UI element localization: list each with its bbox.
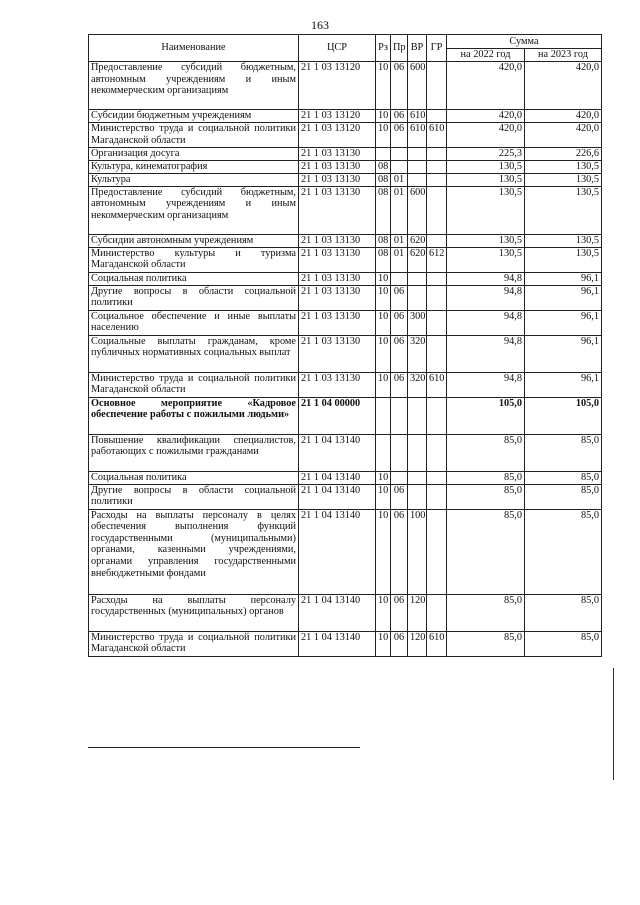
cell-rz: 08	[376, 247, 391, 272]
cell-rz: 10	[376, 335, 391, 372]
cell-gr: 610	[427, 372, 447, 397]
cell-name: Культура, кинематография	[89, 161, 299, 174]
header-name: Наименование	[89, 35, 299, 62]
cell-pr	[391, 471, 408, 484]
cell-sum-2023: 96,1	[525, 272, 602, 285]
cell-rz: 08	[376, 161, 391, 174]
cell-rz: 10	[376, 123, 391, 148]
cell-pr	[391, 272, 408, 285]
cell-name: Расходы на выплаты персоналу государственных (муниципальных) органов	[89, 594, 299, 631]
cell-pr	[391, 397, 408, 434]
cell-csr: 21 1 04 13140	[299, 631, 376, 656]
cell-sum-2023: 420,0	[525, 123, 602, 148]
cell-csr: 21 1 03 13130	[299, 372, 376, 397]
cell-rz: 10	[376, 310, 391, 335]
cell-sum-2022: 420,0	[447, 62, 525, 110]
cell-pr	[391, 161, 408, 174]
cell-gr	[427, 484, 447, 509]
footnote-divider	[88, 747, 360, 748]
table-row	[89, 434, 602, 471]
table-row	[89, 335, 602, 372]
cell-rz: 10	[376, 272, 391, 285]
cell-sum-2022: 85,0	[447, 594, 525, 631]
cell-csr: 21 1 03 13130	[299, 234, 376, 247]
cell-vr	[408, 434, 427, 471]
cell-gr	[427, 186, 447, 234]
cell-rz: 10	[376, 509, 391, 594]
cell-sum-2023: 130,5	[525, 247, 602, 272]
table-row	[89, 509, 602, 594]
header-vr: ВР	[408, 35, 427, 62]
cell-rz: 10	[376, 62, 391, 110]
cell-gr: 610	[427, 123, 447, 148]
table-row	[89, 484, 602, 509]
cell-vr: 600	[408, 186, 427, 234]
table-row	[89, 174, 602, 187]
cell-sum-2023: 420,0	[525, 110, 602, 123]
cell-name: Другие вопросы в области социальной политики	[89, 484, 299, 509]
cell-csr: 21 1 03 13130	[299, 186, 376, 234]
cell-sum-2022: 85,0	[447, 471, 525, 484]
cell-vr: 320	[408, 372, 427, 397]
cell-pr: 01	[391, 234, 408, 247]
cell-gr	[427, 594, 447, 631]
cell-vr	[408, 174, 427, 187]
cell-pr: 06	[391, 335, 408, 372]
cell-vr	[408, 484, 427, 509]
cell-csr: 21 1 03 13130	[299, 247, 376, 272]
cell-vr	[408, 397, 427, 434]
cell-sum-2023: 96,1	[525, 335, 602, 372]
header-rz: Рз	[376, 35, 391, 62]
page-number: 163	[311, 18, 329, 32]
table-row	[89, 285, 602, 310]
cell-sum-2022: 225,3	[447, 148, 525, 161]
cell-sum-2023: 226,6	[525, 148, 602, 161]
cell-csr: 21 1 03 13120	[299, 123, 376, 148]
cell-vr	[408, 148, 427, 161]
header-year-2022: на 2022 год	[447, 49, 525, 62]
cell-csr: 21 1 04 13140	[299, 471, 376, 484]
cell-sum-2023: 130,5	[525, 234, 602, 247]
cell-name: Организация досуга	[89, 148, 299, 161]
cell-sum-2023: 420,0	[525, 62, 602, 110]
cell-csr: 21 1 03 13120	[299, 62, 376, 110]
cell-gr: 612	[427, 247, 447, 272]
cell-vr	[408, 471, 427, 484]
cell-csr: 21 1 04 13140	[299, 594, 376, 631]
cell-csr: 21 1 03 13130	[299, 148, 376, 161]
cell-name: Министерство труда и социальной политики Магаданской области	[89, 631, 299, 656]
cell-name: Социальная политика	[89, 471, 299, 484]
cell-pr: 06	[391, 372, 408, 397]
cell-sum-2022: 94,8	[447, 335, 525, 372]
cell-csr: 21 1 04 13140	[299, 509, 376, 594]
cell-name: Субсидии бюджетным учреждениям	[89, 110, 299, 123]
table-row	[89, 123, 602, 148]
cell-csr: 21 1 03 13120	[299, 110, 376, 123]
cell-name: Социальное обеспечение и иные выплаты населению	[89, 310, 299, 335]
cell-sum-2023: 130,5	[525, 174, 602, 187]
cell-sum-2022: 85,0	[447, 631, 525, 656]
cell-csr: 21 1 04 13140	[299, 484, 376, 509]
header-sum: Сумма	[447, 35, 602, 49]
cell-sum-2023: 85,0	[525, 509, 602, 594]
cell-rz: 10	[376, 110, 391, 123]
cell-vr: 610	[408, 123, 427, 148]
table-row	[89, 62, 602, 110]
cell-pr: 06	[391, 110, 408, 123]
cell-vr: 120	[408, 631, 427, 656]
cell-sum-2022: 420,0	[447, 123, 525, 148]
cell-sum-2022: 130,5	[447, 186, 525, 234]
cell-gr	[427, 397, 447, 434]
cell-pr: 06	[391, 62, 408, 110]
cell-gr	[427, 110, 447, 123]
table-row	[89, 594, 602, 631]
cell-csr: 21 1 03 13130	[299, 161, 376, 174]
table-row	[89, 110, 602, 123]
cell-sum-2022: 130,5	[447, 234, 525, 247]
cell-rz: 10	[376, 631, 391, 656]
table-row	[89, 148, 602, 161]
cell-sum-2022: 105,0	[447, 397, 525, 434]
cell-rz: 10	[376, 471, 391, 484]
table-row	[89, 631, 602, 656]
cell-gr	[427, 272, 447, 285]
cell-sum-2023: 130,5	[525, 161, 602, 174]
cell-gr	[427, 285, 447, 310]
header-csr: ЦСР	[299, 35, 376, 62]
table-row	[89, 372, 602, 397]
cell-sum-2022: 130,5	[447, 174, 525, 187]
table-row	[89, 471, 602, 484]
cell-rz	[376, 397, 391, 434]
cell-name: Культура	[89, 174, 299, 187]
header-gr: ГР	[427, 35, 447, 62]
cell-gr	[427, 509, 447, 594]
cell-gr	[427, 174, 447, 187]
cell-vr: 320	[408, 335, 427, 372]
cell-rz	[376, 148, 391, 161]
cell-sum-2023: 85,0	[525, 594, 602, 631]
cell-sum-2022: 94,8	[447, 285, 525, 310]
cell-vr	[408, 285, 427, 310]
cell-vr: 100	[408, 509, 427, 594]
table-row	[89, 161, 602, 174]
table-row	[89, 272, 602, 285]
cell-sum-2022: 94,8	[447, 372, 525, 397]
cell-sum-2023: 85,0	[525, 484, 602, 509]
cell-sum-2022: 85,0	[447, 484, 525, 509]
cell-csr: 21 1 04 00000	[299, 397, 376, 434]
cell-sum-2022: 130,5	[447, 161, 525, 174]
table-row	[89, 247, 602, 272]
cell-sum-2022: 85,0	[447, 509, 525, 594]
cell-name: Социальная политика	[89, 272, 299, 285]
cell-pr: 06	[391, 123, 408, 148]
cell-pr: 06	[391, 484, 408, 509]
cell-csr: 21 1 04 13140	[299, 434, 376, 471]
cell-vr: 620	[408, 234, 427, 247]
table-row	[89, 186, 602, 234]
cell-csr: 21 1 03 13130	[299, 310, 376, 335]
cell-sum-2023: 85,0	[525, 471, 602, 484]
cell-pr	[391, 148, 408, 161]
cell-gr	[427, 62, 447, 110]
cell-name: Повышение квалификации специалистов, работающих с пожилыми гражданами	[89, 434, 299, 471]
cell-rz: 10	[376, 594, 391, 631]
cell-sum-2023: 96,1	[525, 285, 602, 310]
cell-rz: 08	[376, 174, 391, 187]
cell-sum-2022: 420,0	[447, 110, 525, 123]
cell-pr: 01	[391, 247, 408, 272]
cell-csr: 21 1 03 13130	[299, 285, 376, 310]
cell-csr: 21 1 03 13130	[299, 335, 376, 372]
cell-gr	[427, 234, 447, 247]
cell-rz: 10	[376, 484, 391, 509]
cell-sum-2023: 96,1	[525, 372, 602, 397]
cell-gr	[427, 335, 447, 372]
cell-rz	[376, 434, 391, 471]
cell-rz: 08	[376, 186, 391, 234]
cell-vr: 300	[408, 310, 427, 335]
cell-gr	[427, 310, 447, 335]
cell-gr	[427, 148, 447, 161]
cell-pr: 06	[391, 310, 408, 335]
cell-name: Субсидии автономным учреждениям	[89, 234, 299, 247]
cell-pr: 06	[391, 594, 408, 631]
cell-sum-2022: 85,0	[447, 434, 525, 471]
cell-pr: 01	[391, 174, 408, 187]
table-row	[89, 397, 602, 434]
cell-gr: 610	[427, 631, 447, 656]
table-body	[89, 62, 602, 657]
cell-name: Основное мероприятие «Кадровое обеспечение работы с пожилыми людьми»	[89, 397, 299, 434]
cell-sum-2023: 96,1	[525, 310, 602, 335]
cell-rz: 10	[376, 285, 391, 310]
cell-name: Предоставление субсидий бюджетным, автономным учреждениям и иным некоммерческим организациям	[89, 62, 299, 110]
cell-vr: 120	[408, 594, 427, 631]
cell-csr: 21 1 03 13130	[299, 272, 376, 285]
cell-sum-2023: 85,0	[525, 631, 602, 656]
cell-sum-2022: 94,8	[447, 272, 525, 285]
cell-pr: 06	[391, 509, 408, 594]
table-row	[89, 310, 602, 335]
cell-vr: 600	[408, 62, 427, 110]
cell-sum-2023: 105,0	[525, 397, 602, 434]
margin-line	[613, 668, 614, 780]
header-pr: Пр	[391, 35, 408, 62]
cell-name: Социальные выплаты гражданам, кроме публичных нормативных социальных выплат	[89, 335, 299, 372]
cell-sum-2023: 130,5	[525, 186, 602, 234]
cell-rz: 08	[376, 234, 391, 247]
cell-name: Предоставление субсидий бюджетным, автономным учреждениям и иным некоммерческим организациям	[89, 186, 299, 234]
cell-vr: 610	[408, 110, 427, 123]
cell-name: Другие вопросы в области социальной политики	[89, 285, 299, 310]
cell-name: Министерство культуры и туризма Магаданской области	[89, 247, 299, 272]
cell-gr	[427, 434, 447, 471]
cell-sum-2022: 94,8	[447, 310, 525, 335]
cell-sum-2023: 85,0	[525, 434, 602, 471]
cell-gr	[427, 161, 447, 174]
cell-vr	[408, 272, 427, 285]
cell-sum-2022: 130,5	[447, 247, 525, 272]
cell-csr: 21 1 03 13130	[299, 174, 376, 187]
cell-name: Расходы на выплаты персоналу в целях обеспечения выполнения функций государственными (муниципальными) органами, казенными учреждениями, органами управления государственными внебюджетными фондами	[89, 509, 299, 594]
cell-pr	[391, 434, 408, 471]
cell-rz: 10	[376, 372, 391, 397]
cell-pr: 06	[391, 631, 408, 656]
cell-name: Министерство труда и социальной политики Магаданской области	[89, 123, 299, 148]
header-year-2023: на 2023 год	[525, 49, 602, 62]
cell-gr	[427, 471, 447, 484]
cell-name: Министерство труда и социальной политики Магаданской области	[89, 372, 299, 397]
budget-table	[88, 34, 602, 657]
cell-vr: 620	[408, 247, 427, 272]
cell-pr: 06	[391, 285, 408, 310]
cell-pr: 01	[391, 186, 408, 234]
table-row	[89, 234, 602, 247]
cell-vr	[408, 161, 427, 174]
